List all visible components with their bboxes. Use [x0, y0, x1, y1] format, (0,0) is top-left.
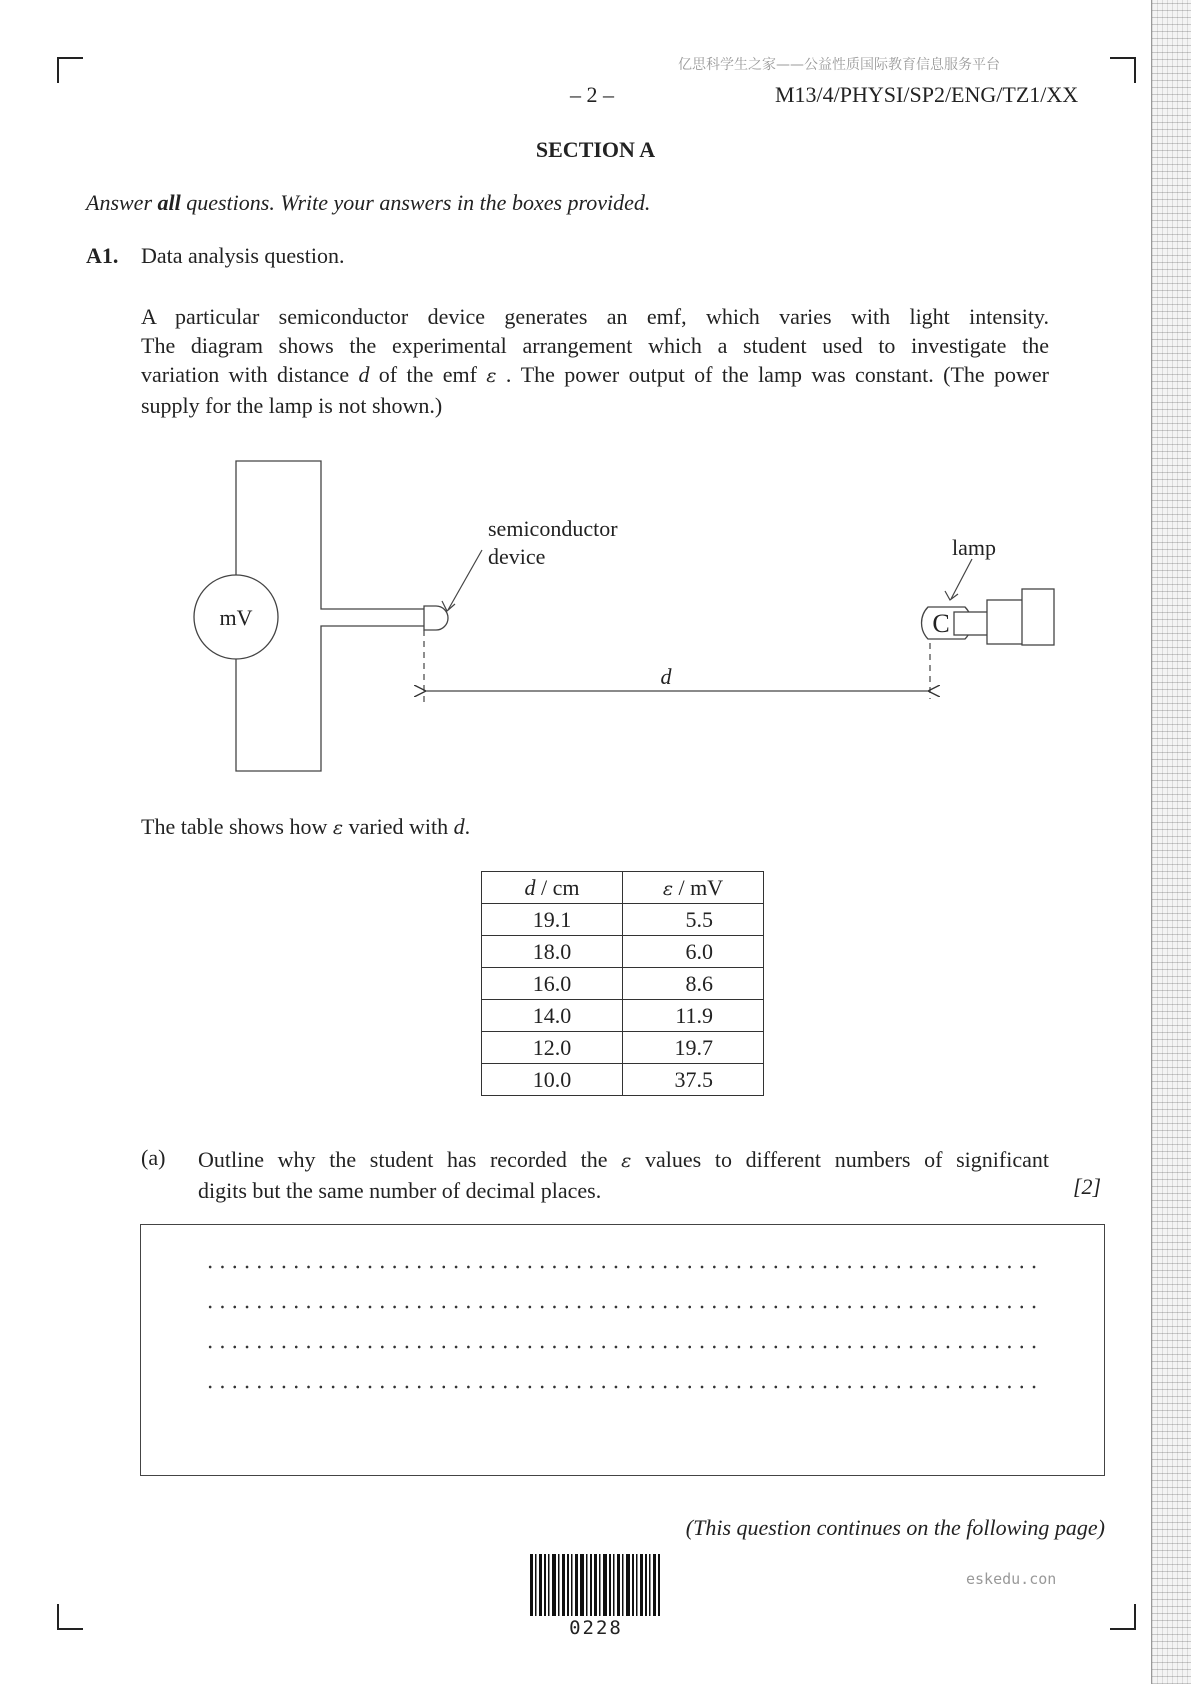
table-row: 12.0 19.7 — [482, 1032, 764, 1064]
voltmeter-label: mV — [219, 605, 253, 630]
device-label-line2: device — [488, 544, 546, 569]
answer-box[interactable] — [140, 1224, 1105, 1476]
experiment-diagram — [150, 455, 1070, 785]
marks-allocation: [2] — [1073, 1174, 1102, 1199]
question-number: A1. — [86, 243, 119, 268]
document-code: M13/4/PHYSI/SP2/ENG/TZ1/XX — [775, 82, 1079, 107]
answer-line[interactable] — [204, 1345, 1044, 1349]
answer-line[interactable] — [204, 1265, 1044, 1269]
intro-line: variation with distance d of the emf ε . The power output of the lamp was constant. (The power — [141, 362, 1050, 387]
table-row: 18.0 6.0 — [482, 936, 764, 968]
svg-text:C: C — [932, 609, 950, 638]
answer-line[interactable] — [204, 1305, 1044, 1309]
crop-mark-top-right — [1110, 57, 1136, 83]
answer-line[interactable] — [204, 1385, 1044, 1389]
semiconductor-device-icon — [424, 606, 448, 630]
instructions: Answer all questions. Write your answers in the boxes provided. — [86, 190, 651, 215]
table-row: 10.0 37.5 — [482, 1064, 764, 1096]
data-table — [481, 871, 764, 1096]
barcode-icon — [530, 1554, 662, 1616]
page-edge-strip — [1151, 0, 1191, 1684]
page-number: – 2 – — [570, 82, 614, 107]
table-row: 14.0 11.9 — [482, 1000, 764, 1032]
watermark-text: 亿思科学生之家——公益性质国际教育信息服务平台 — [678, 57, 1000, 73]
question-intro — [141, 302, 1049, 420]
device-label-line1: semiconductor — [488, 516, 618, 541]
table-row: 19.1 5.5 — [482, 904, 764, 936]
lamp-label: lamp — [952, 535, 996, 560]
question-title: Data analysis question. — [141, 243, 345, 268]
crop-mark-top-left — [57, 57, 83, 83]
table-intro: The table shows how ε varied with d. — [141, 814, 471, 839]
intro-line: supply for the lamp is not shown.) — [141, 393, 443, 418]
table-row: 16.0 8.6 — [482, 968, 764, 1000]
site-watermark: eskedu.con — [966, 1570, 1057, 1588]
part-a-question: Outline why the student has recorded the ε values to different numbers of significant digits but the same number of decimal places. — [198, 1147, 1049, 1203]
crop-mark-bottom-left — [57, 1604, 83, 1630]
part-a-label: (a) — [141, 1145, 166, 1170]
barcode-number: 0228 — [569, 1617, 623, 1639]
section-title: SECTION A — [535, 137, 656, 162]
intro-line: The diagram shows the experimental arrangement which a student used to investigate the — [141, 333, 1049, 358]
intro-line: A particular semiconductor device generates an emf, which varies with light intensity. — [141, 304, 1049, 329]
crop-mark-bottom-right — [1110, 1604, 1136, 1630]
header-emf: ε / mV — [623, 872, 764, 904]
header-distance: d / cm — [482, 872, 623, 904]
table-header-row — [482, 872, 764, 904]
distance-label: d — [660, 664, 672, 689]
continues-note: (This question continues on the following page) — [685, 1515, 1105, 1540]
